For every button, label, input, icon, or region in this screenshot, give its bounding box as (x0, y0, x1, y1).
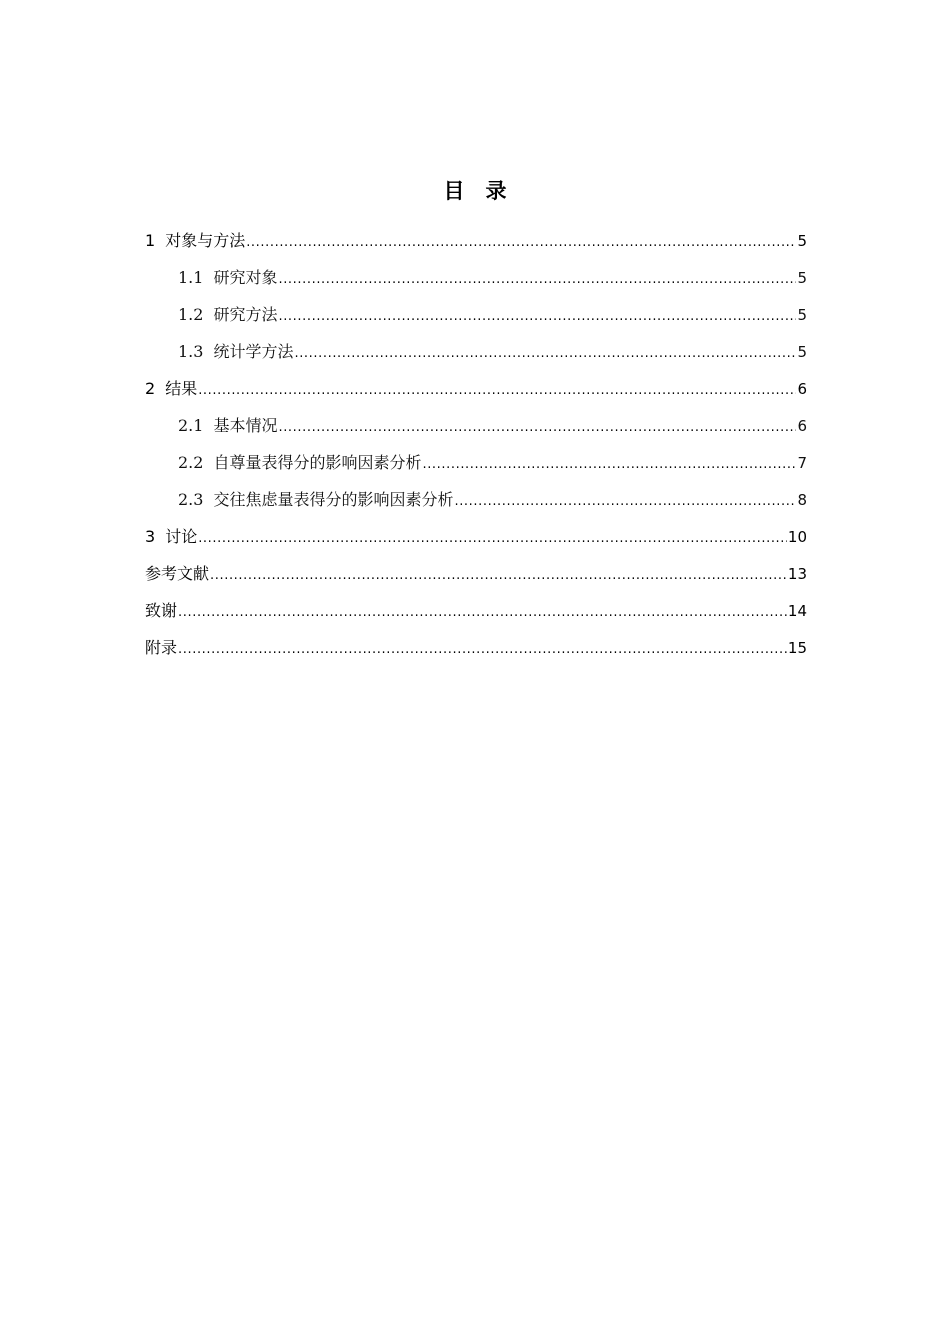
toc-entry-page: 13 (787, 565, 807, 583)
toc-entry-number: 1.2 (178, 305, 204, 324)
toc-entry-1[interactable] (145, 226, 807, 263)
toc-entry-1-1[interactable] (145, 263, 807, 300)
table-of-contents (145, 226, 807, 670)
toc-entry-title: 结果 (165, 379, 198, 398)
toc-entry-2-3[interactable] (145, 485, 807, 522)
toc-dot-leader (422, 450, 796, 479)
toc-entry-page: 14 (787, 602, 807, 620)
toc-dot-leader (178, 635, 787, 664)
toc-entry-page: 5 (797, 343, 807, 361)
toc-entry-page: 6 (797, 380, 807, 398)
toc-entry-number: 2 (145, 379, 156, 398)
toc-dot-leader (278, 413, 796, 442)
toc-entry-page: 5 (797, 232, 807, 250)
toc-dot-leader (454, 487, 796, 516)
toc-entry-title: 交往焦虑量表得分的影响因素分析 (213, 490, 454, 509)
toc-entry-title: 参考文献 (145, 564, 210, 583)
toc-entry-1-3[interactable] (145, 337, 807, 374)
toc-entry-number: 2.1 (178, 416, 204, 435)
toc-dot-leader (210, 561, 787, 590)
toc-entry-acknowledgements[interactable] (145, 596, 807, 633)
toc-dot-leader (198, 376, 796, 405)
toc-dot-leader (278, 302, 796, 331)
toc-entry-page: 8 (797, 491, 807, 509)
toc-entry-page: 10 (787, 528, 807, 546)
toc-dot-leader (198, 524, 787, 553)
toc-entry-title: 自尊量表得分的影响因素分析 (213, 453, 422, 472)
toc-entry-number: 3 (145, 527, 156, 546)
toc-entry-page: 6 (797, 417, 807, 435)
toc-entry-appendix[interactable] (145, 633, 807, 670)
toc-entry-title: 讨论 (165, 527, 198, 546)
toc-dot-leader (294, 339, 796, 368)
toc-entry-title: 致谢 (145, 601, 178, 620)
toc-entry-title: 研究对象 (213, 268, 278, 287)
toc-entry-page: 5 (797, 306, 807, 324)
toc-entry-title: 研究方法 (213, 305, 278, 324)
toc-entry-number: 1.3 (178, 342, 204, 361)
toc-dot-leader (178, 598, 787, 627)
toc-entry-1-2[interactable] (145, 300, 807, 337)
toc-dot-leader (246, 228, 796, 257)
toc-dot-leader (278, 265, 796, 294)
toc-entry-3[interactable] (145, 522, 807, 559)
toc-entry-2[interactable] (145, 374, 807, 411)
toc-entry-number: 2.2 (178, 453, 204, 472)
toc-entry-number: 1.1 (178, 268, 204, 287)
toc-title: 目 录 (443, 178, 507, 203)
toc-entry-2-2[interactable] (145, 448, 807, 485)
toc-entry-number: 1 (145, 231, 156, 250)
toc-entry-title: 统计学方法 (213, 342, 294, 361)
toc-entry-page: 15 (787, 639, 807, 657)
toc-entry-title: 附录 (145, 638, 178, 657)
toc-entry-references[interactable] (145, 559, 807, 596)
toc-entry-title: 基本情况 (213, 416, 278, 435)
toc-entry-number: 2.3 (178, 490, 204, 509)
toc-entry-page: 7 (797, 454, 807, 472)
toc-entry-title: 对象与方法 (165, 231, 246, 250)
toc-entry-page: 5 (797, 269, 807, 287)
toc-entry-2-1[interactable] (145, 411, 807, 448)
